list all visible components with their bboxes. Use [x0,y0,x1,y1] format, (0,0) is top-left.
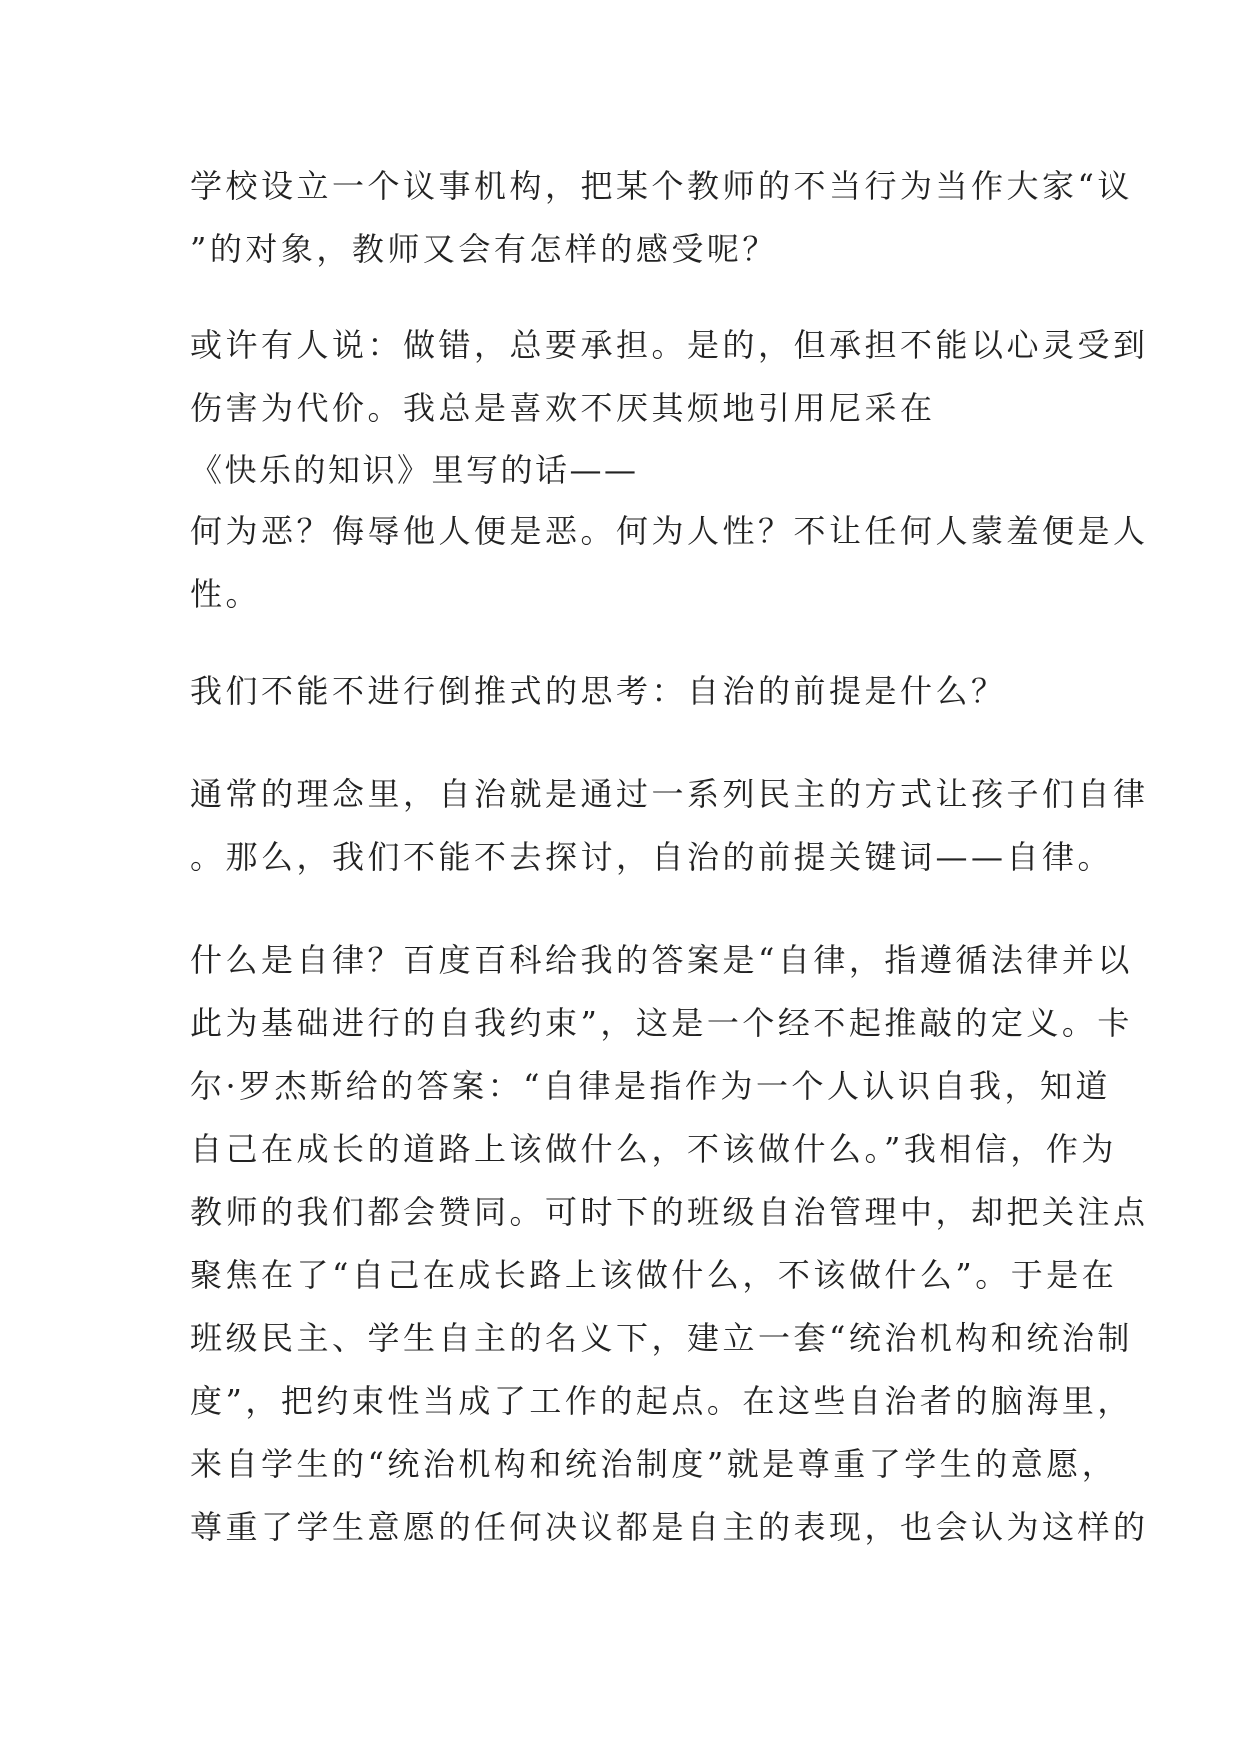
text-line: 度”，把约束性当成了工作的起点。在这些自治者的脑海里， [190,1382,1133,1420]
text-line: 学校设立一个议事机构，把某个教师的不当行为当作大家“议 [190,167,1133,205]
text-line: 此为基础进行的自我约束”，这是一个经不起推敲的定义。卡 [190,1004,1133,1042]
text-line: 教师的我们都会赞同。可时下的班级自治管理中，却把关注点 [190,1193,1149,1231]
text-line: 什么是自律？百度百科给我的答案是“自律，指遵循法律并以 [190,941,1133,979]
text-line: 《快乐的知识》里写的话—— [190,451,639,489]
text-line: 班级民主、学生自主的名义下，建立一套“统治机构和统治制 [190,1319,1133,1357]
text-line: 伤害为代价。我总是喜欢不厌其烦地引用尼采在 [190,389,936,427]
text-line: 来自学生的“统治机构和统治制度”就是尊重了学生的意愿， [190,1445,1118,1483]
text-line: 自己在成长的道路上该做什么，不该做什么。”我相信，作为 [190,1130,1117,1168]
text-line: 尔·罗杰斯给的答案：“自律是指作为一个人认识自我，知道 [190,1067,1112,1105]
text-line: 我们不能不进行倒推式的思考：自治的前提是什么？ [190,672,1007,710]
text-line: 聚焦在了“自己在成长路上该做什么，不该做什么”。于是在 [190,1256,1118,1294]
text-line: 何为恶？侮辱他人便是恶。何为人性？不让任何人蒙羞便是人 [190,512,1149,550]
text-line: 尊重了学生意愿的任何决议都是自主的表现，也会认为这样的 [190,1508,1149,1546]
text-line: 或许有人说：做错，总要承担。是的，但承担不能以心灵受到 [190,326,1149,364]
text-line: 性。 [190,575,262,613]
text-line: ”的对象，教师又会有怎样的感受呢？ [190,230,778,268]
text-line: 通常的理念里，自治就是通过一系列民主的方式让孩子们自律 [190,775,1149,813]
text-line: 。那么，我们不能不去探讨，自治的前提关键词——自律。 [190,838,1114,876]
